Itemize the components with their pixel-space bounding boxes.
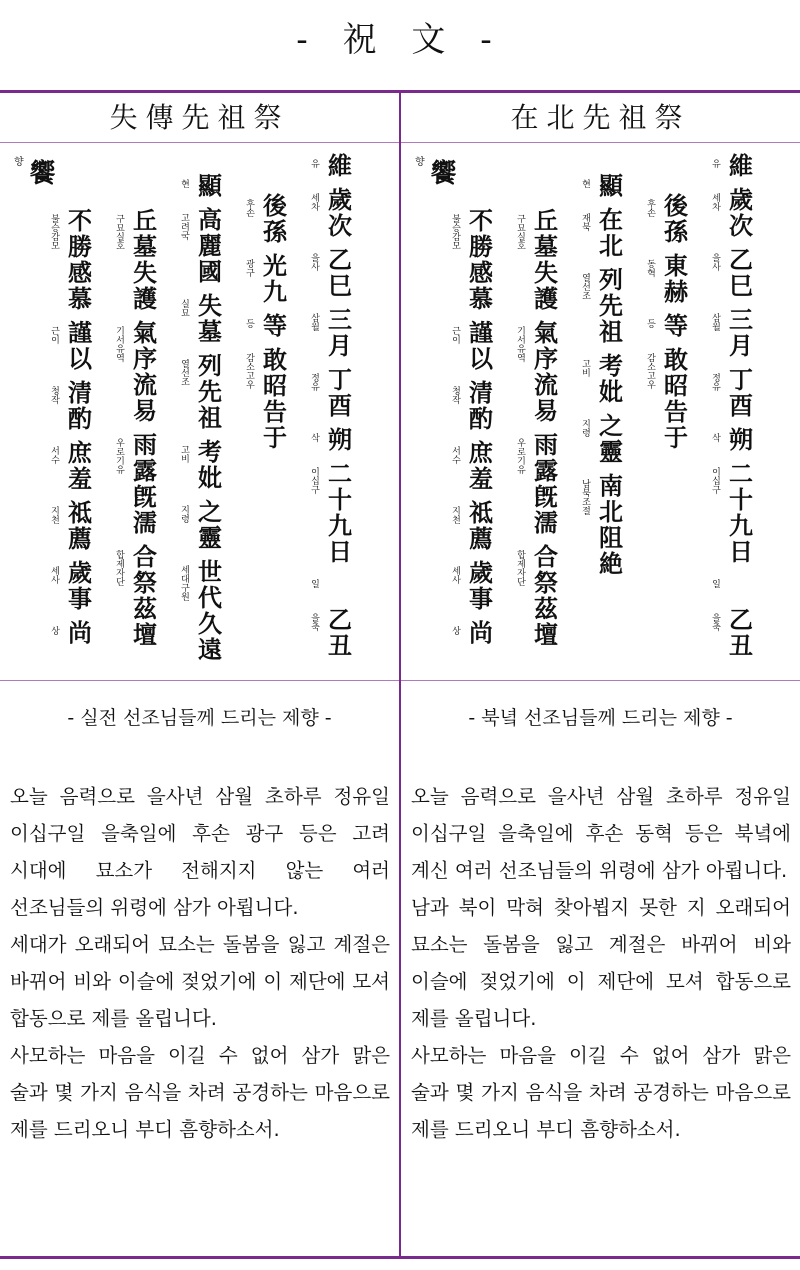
prayer-line (110, 153, 170, 678)
translation-paragraph: 사모하는 마음을 이길 수 없어 삼가 맑은 술과 몇 가지 음식을 차려 공경하는 마음으로 제를 드리오니 부디 흠향하소서. (411, 1044, 791, 1141)
prayer-phrase (576, 413, 636, 465)
prayer-phrase (511, 544, 571, 648)
hangul-reading: 세사 (450, 566, 460, 584)
hangul-reading: 정유 (710, 373, 720, 391)
column-lost-ancestors (0, 93, 399, 1256)
hanja-text: 之 靈 (198, 497, 222, 552)
hanja-text: 合 祭 茲 壇 (534, 542, 558, 649)
translation-paragraph: 사모하는 마음을 이길 수 없어 삼가 맑은 술과 몇 가지 음식을 차려 공경하는 마음으로 제를 드리오니 부디 흠향하소서. (10, 1044, 390, 1141)
hangul-reading: 유 (710, 159, 720, 168)
prayer-line (45, 153, 105, 678)
hanja-text: 南 北 阻 絶 (599, 471, 623, 578)
hanja-text: 清 酌 (469, 378, 493, 433)
prayer-text (401, 153, 800, 678)
hanja-text: 氣 序 流 易 (133, 318, 157, 425)
hanja-text: 光 九 (263, 251, 287, 306)
hangul-reading: 청작 (450, 386, 460, 404)
prayer-phrase (446, 500, 506, 552)
translation-paragraph: 오늘 음력으로 을사년 삼월 초하루 정유일 이십구일 을축일에 후손 광구 등은 고려 시대에 묘소가 전해지지 않는 여러 선조님들의 위령에 삼가 아룁니다. (10, 785, 390, 919)
hanja-text: 乙 丑 (328, 605, 352, 660)
hanja-text: 列 先 祖 (599, 265, 623, 346)
hangul-reading: 현 (179, 179, 189, 188)
hanja-text: 朔 (328, 425, 352, 454)
prayer-phrase (641, 347, 701, 451)
hangul-reading: 광구 (244, 259, 254, 277)
prayer-phrase (110, 544, 170, 648)
prayer-phrase (511, 432, 571, 536)
hangul-reading: 이십구 (309, 467, 319, 494)
hanja-text: 謹 以 (68, 318, 92, 373)
hangul-reading: 후손 (244, 199, 254, 217)
hangul-reading: 상 (49, 626, 59, 635)
prayer-phrase (305, 247, 365, 299)
prayer-phrase (641, 313, 701, 339)
translation-paragraph: 오늘 음력으로 을사년 삼월 초하루 정유일 이십구일 을축일에 후손 동혁 등은 북녘에 계신 여러 선조님들의 위령에 삼가 아룁니다. (411, 785, 791, 882)
hanja-text: 敢 昭 告 于 (263, 345, 287, 452)
prayer-phrase (706, 187, 766, 239)
prayer-phrase (305, 153, 365, 179)
prayer-phrase (576, 267, 636, 345)
hanja-text: 失 墓 (198, 291, 222, 346)
prayer-phrase (45, 320, 105, 372)
hangul-reading: 후손 (645, 199, 655, 217)
hangul-reading: 기서유역 (114, 326, 124, 362)
hangul-reading: 불승감모 (450, 214, 460, 250)
translation-paragraph: 세대가 오래되어 묘소는 돌봄을 잃고 계절은 바뀌어 비와 이슬에 젖었기에 이 제단에 모셔 합동으로 제를 올립니다. (10, 933, 390, 1030)
hangul-reading: 우로기유 (515, 438, 525, 474)
translation-body (411, 778, 791, 1148)
prayer-phrase (305, 607, 365, 659)
prayer-phrase (576, 207, 636, 259)
hangul-reading: 근이 (450, 326, 460, 344)
hanja-text: 列 先 祖 (198, 351, 222, 432)
prayer-phrase (446, 560, 506, 612)
prayer-phrase (175, 293, 235, 345)
prayer-phrase (706, 427, 766, 453)
prayer-line (511, 153, 571, 678)
hanja-text: 謹 以 (469, 318, 493, 373)
prayer-phrase (240, 193, 300, 245)
hangul-reading: 을축 (309, 613, 319, 631)
hanja-text: 考 妣 (599, 351, 623, 406)
translation-paragraph: 남과 북이 막혀 찾아뵙지 못한 지 오래되어 묘소는 돌봄을 잃고 계절은 바뀌어 비와 이슬에 젖었기에 이 제단에 모셔 합동으로 제를 올립니다. (411, 896, 791, 1030)
hangul-reading: 유 (309, 159, 319, 168)
hanja-text: 維 (729, 151, 753, 180)
hanja-text: 等 (263, 311, 287, 340)
hanja-text: 顯 (198, 171, 222, 200)
page-title: - 祝 文 - (296, 20, 504, 60)
hanja-text: 維 (328, 151, 352, 180)
hanja-text: 後 孫 (664, 191, 688, 246)
hanja-text: 歲 事 (68, 558, 92, 613)
prayer-phrase (175, 559, 235, 663)
hangul-reading: 불승감모 (49, 214, 59, 250)
hangul-reading: 근이 (49, 326, 59, 344)
hanja-text: 乙 巳 (729, 245, 753, 300)
hangul-reading: 지령 (179, 505, 189, 523)
hanja-text: 尚 (68, 618, 92, 647)
column-northern-ancestors (401, 93, 800, 1256)
prayer-phrase (240, 347, 300, 451)
hangul-reading: 세차 (710, 193, 720, 211)
hanja-text: 雨 露 旣 濡 (133, 430, 157, 537)
prayer-phrase (446, 208, 506, 312)
hanja-text: 不 勝 感 慕 (469, 206, 493, 313)
hangul-reading: 고려국 (179, 213, 189, 240)
prayer-phrase (305, 367, 365, 419)
hanja-text: 敢 昭 告 于 (664, 345, 688, 452)
prayer-text (0, 153, 399, 678)
prayer-phrase (446, 620, 506, 646)
prayer-line (305, 153, 365, 678)
prayer-phrase (175, 353, 235, 431)
hangul-reading: 합제자단 (515, 550, 525, 586)
hangul-reading: 현 (580, 179, 590, 188)
hangul-reading: 을사 (710, 253, 720, 271)
hangul-reading: 합제자단 (114, 550, 124, 586)
hanja-text: 東 赫 (664, 251, 688, 306)
hangul-reading: 세차 (309, 193, 319, 211)
prayer-phrase (45, 620, 105, 646)
hanja-text: 祗 薦 (68, 498, 92, 553)
hanja-text: 朔 (729, 425, 753, 454)
hangul-reading: 삼월 (710, 313, 720, 331)
column-title: 失傳先祖祭 (109, 101, 290, 134)
prayer-phrase (175, 439, 235, 491)
hanja-text: 二 十 九 日 (328, 459, 352, 566)
prayer-phrase (446, 380, 506, 432)
hangul-reading: 서수 (49, 446, 59, 464)
prayer-phrase (305, 573, 365, 599)
hangul-reading: 감소고우 (244, 353, 254, 389)
hangul-reading: 등 (244, 319, 254, 328)
hangul-reading: 남북조절 (580, 479, 590, 515)
hanja-text: 丁 酉 (328, 365, 352, 420)
prayer-phrase (706, 367, 766, 419)
prayer-phrase (446, 320, 506, 372)
prayer-phrase (175, 173, 235, 199)
prayer-line (175, 153, 235, 678)
prayer-phrase (45, 500, 105, 552)
hangul-reading: 세대구원 (179, 565, 189, 601)
hanja-text: 等 (664, 311, 688, 340)
hanja-text: 在 北 (599, 205, 623, 260)
hanja-text: 丘 墓 失 護 (133, 206, 157, 313)
prayer-phrase (576, 173, 636, 199)
hangul-reading: 등 (645, 319, 655, 328)
prayer-phrase (706, 247, 766, 299)
hanja-text: 歲 事 (469, 558, 493, 613)
prayer-line (240, 153, 300, 678)
hangul-reading: 청작 (49, 386, 59, 404)
hanja-text: 三 月 (328, 305, 352, 360)
hanja-text: 歲 次 (328, 185, 352, 240)
hanja-text: 丘 墓 失 護 (534, 206, 558, 313)
prayer-line (576, 153, 636, 678)
hanja-text: 合 祭 茲 壇 (133, 542, 157, 649)
prayer-phrase (110, 208, 170, 312)
prayer-phrase (305, 307, 365, 359)
hangul-reading: 재북 (580, 213, 590, 231)
hangul-reading: 열선조 (179, 359, 189, 386)
hanja-text: 高 麗 國 (198, 205, 222, 286)
hanja-text: 後 孫 (263, 191, 287, 246)
hangul-reading: 삼월 (309, 313, 319, 331)
column-title: 在北先祖祭 (510, 101, 691, 134)
translation-title: - 실전 선조님들께 드리는 제향 - (67, 707, 332, 729)
hangul-reading: 구묘실호 (114, 214, 124, 250)
prayer-phrase (641, 193, 701, 245)
prayer-phrase (576, 353, 636, 405)
prayer-line (446, 153, 506, 678)
hangul-reading: 을사 (309, 253, 319, 271)
hangul-reading: 기서유역 (515, 326, 525, 362)
prayer-phrase (175, 499, 235, 551)
prayer-phrase (305, 187, 365, 239)
prayer-phrase (446, 440, 506, 492)
hanja-text: 不 勝 感 慕 (68, 206, 92, 313)
hanja-text: 雨 露 旣 濡 (534, 430, 558, 537)
prayer-phrase (511, 320, 571, 424)
prayer-phrase (45, 560, 105, 612)
prayer-phrase (45, 380, 105, 432)
prayer-phrase (45, 440, 105, 492)
hanja-text: 清 酌 (68, 378, 92, 433)
prayer-phrase (240, 313, 300, 339)
hangul-reading: 삭 (309, 433, 319, 442)
translation-body (10, 778, 390, 1148)
hangul-reading: 지천 (450, 506, 460, 524)
prayer-line (706, 153, 766, 678)
hangul-reading: 동혁 (645, 259, 655, 277)
hyang-mark (415, 153, 457, 190)
hanja-text: 祗 薦 (469, 498, 493, 553)
hangul-reading: 일 (710, 579, 720, 588)
prayer-phrase (305, 427, 365, 453)
prayer-line (641, 153, 701, 678)
hanja-text: 饗 (29, 159, 56, 189)
prayer-phrase (706, 461, 766, 565)
hangul-reading: 구묘실호 (515, 214, 525, 250)
hangul-reading: 상 (450, 626, 460, 635)
prayer-phrase (240, 253, 300, 305)
hangul-reading: 이십구 (710, 467, 720, 494)
hangul-reading: 지령 (580, 419, 590, 437)
hanja-text: 氣 序 流 易 (534, 318, 558, 425)
prayer-phrase (706, 307, 766, 359)
prayer-phrase (706, 607, 766, 659)
translation-title: - 북녘 선조님들께 드리는 제향 - (468, 707, 733, 729)
prayer-phrase (706, 573, 766, 599)
prayer-phrase (305, 461, 365, 565)
hanja-text: 考 妣 (198, 437, 222, 492)
hangul-reading: 고비 (179, 445, 189, 463)
hanja-text: 尚 (469, 618, 493, 647)
hanja-text: 丁 酉 (729, 365, 753, 420)
prayer-phrase (511, 208, 571, 312)
hangul-reading: 서수 (450, 446, 460, 464)
hyang-mark (14, 153, 56, 190)
hanja-text: 顯 (599, 171, 623, 200)
hanja-text: 之 靈 (599, 411, 623, 466)
prayer-phrase (641, 253, 701, 305)
hanja-text: 乙 巳 (328, 245, 352, 300)
hanja-text: 饗 (430, 159, 457, 189)
prayer-phrase (110, 320, 170, 424)
hangul-reading: 정유 (309, 373, 319, 391)
hanja-text: 世 代 久 遠 (198, 557, 222, 664)
hanja-text: 庶 羞 (68, 438, 92, 493)
prayer-phrase (175, 207, 235, 285)
hangul-reading: 일 (309, 579, 319, 588)
hangul-reading: 열선조 (580, 273, 590, 300)
hangul-reading: 세사 (49, 566, 59, 584)
hanja-text: 乙 丑 (729, 605, 753, 660)
hanja-text: 庶 羞 (469, 438, 493, 493)
prayer-phrase (706, 153, 766, 179)
prayer-phrase (45, 208, 105, 312)
hangul-reading: 감소고우 (645, 353, 655, 389)
hangul-reading: 을축 (710, 613, 720, 631)
hangul-reading: 삭 (710, 433, 720, 442)
prayer-phrase (576, 473, 636, 577)
hanja-text: 二 十 九 日 (729, 459, 753, 566)
prayer-phrase (110, 432, 170, 536)
hangul-reading: 고비 (580, 359, 590, 377)
hangul-reading: 향 (14, 157, 24, 168)
hangul-reading: 지천 (49, 506, 59, 524)
hanja-text: 三 月 (729, 305, 753, 360)
hangul-reading: 실묘 (179, 299, 189, 317)
hangul-reading: 향 (415, 157, 425, 168)
hanja-text: 歲 次 (729, 185, 753, 240)
hangul-reading: 우로기유 (114, 438, 124, 474)
